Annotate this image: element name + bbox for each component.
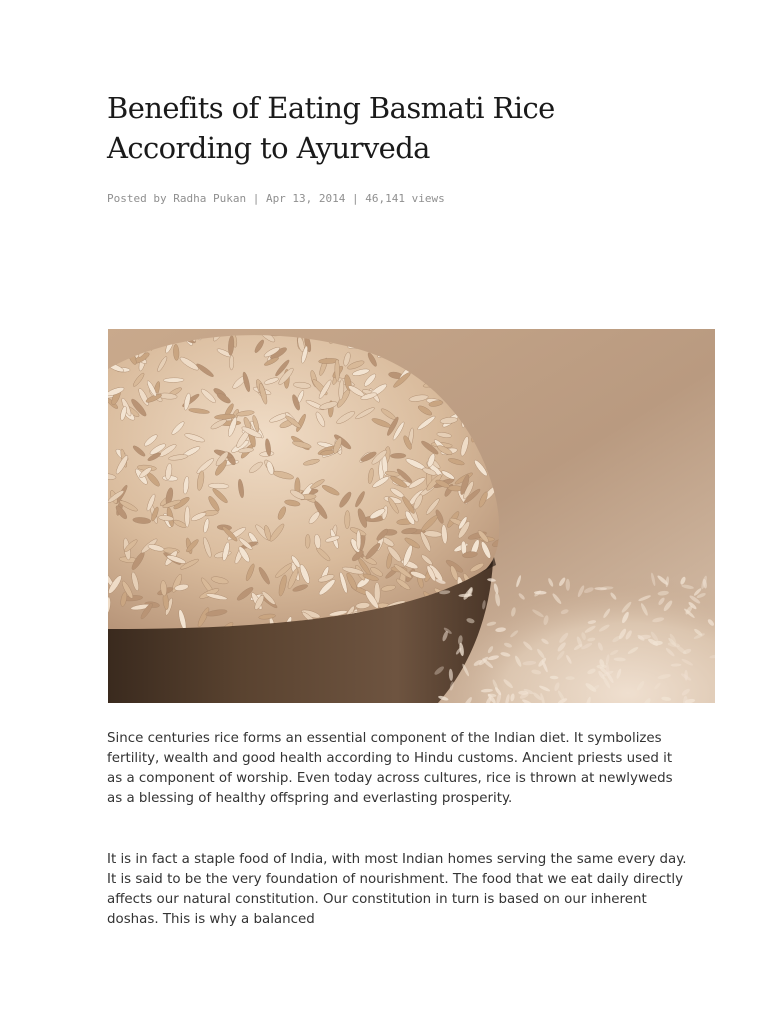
paragraph-2: It is in fact a staple food of India, with most Indian homes serving the same every day. It is said to be the very foundation of nourishment. The food that we eat daily directly affects our natural constitution. Our constitution in turn is based on our inherent doshas. This is why a balanced <box>107 852 687 927</box>
rice-bowl-photo <box>108 329 715 703</box>
article-title: Benefits of Eating Basmati Rice According to Ayurveda <box>107 91 555 165</box>
paragraph-1: Since centuries rice forms an essential component of the Indian diet. It symbolizes fertility, wealth and good health according to Hindu customs. Ancient priests used it as a component of worship. Even today across cultures, rice is thrown at newlyweds as a blessing of healthy offspring and everlasting prosperity. <box>107 731 673 806</box>
hero-image <box>108 329 715 703</box>
post-meta: Posted by Radha Pukan | Apr 13, 2014 | 46,141 views <box>107 192 445 205</box>
